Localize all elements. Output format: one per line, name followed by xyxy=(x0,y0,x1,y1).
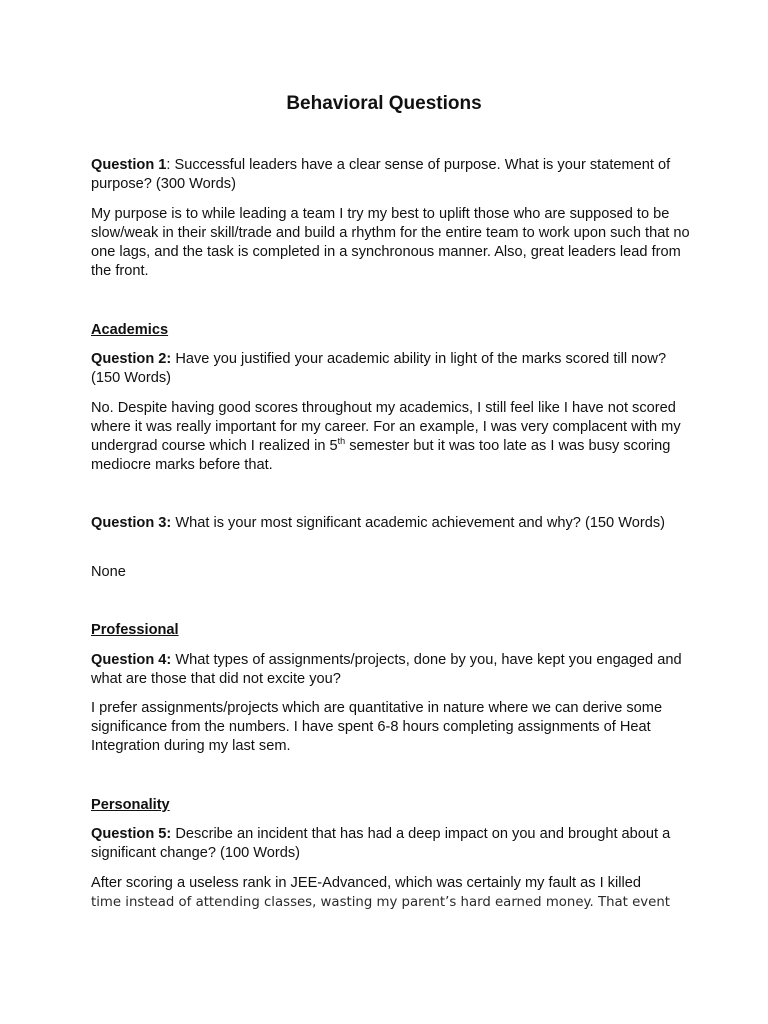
question-2 xyxy=(91,350,691,388)
question-5 xyxy=(91,825,691,863)
section-heading-academics: Academics xyxy=(91,322,169,338)
answer-2 xyxy=(91,399,691,475)
answer-3: None xyxy=(91,564,126,580)
question-3-text: What is your most significant academic achievement and why? (150 Words) xyxy=(171,515,665,531)
question-5-text: Describe an incident that has had a deep impact on you and brought about a significant change? (100 Words) xyxy=(91,826,671,861)
answer-5-line-2: time instead of attending classes, wasting my parent’s hard earned money. That event xyxy=(91,895,670,910)
answer-2-part2: semester but it was too late as I was busy scoring mediocre marks before that. xyxy=(91,438,671,473)
answer-2-superscript: th xyxy=(337,436,346,447)
question-1-label: Question 1 xyxy=(91,157,167,173)
answer-2-part1: No. Despite having good scores throughout my academics, I still feel like I have not scored where it was really important for my career. For an example, I was very complacent with my undergrad course which I realized in 5 xyxy=(91,400,681,454)
question-3 xyxy=(91,514,691,533)
section-heading-professional: Professional xyxy=(91,622,179,638)
answer-1: My purpose is to while leading a team I try my best to uplift those who are supposed to be slow/weak in their skill/trade and build a rhythm for the entire team to work upon such that no one lags, and the task is completed in a synchronous manner. Also, great leaders lead from the front. xyxy=(91,206,690,279)
question-1 xyxy=(91,156,691,194)
question-4-text: What types of assignments/projects, done by you, have kept you engaged and what are those that did not excite you? xyxy=(91,652,682,687)
question-2-text: Have you justified your academic ability in light of the marks scored till now? (150 Words) xyxy=(91,351,667,386)
question-5-label: Question 5: xyxy=(91,826,172,842)
document-title: Behavioral Questions xyxy=(286,93,482,114)
question-1-text: : Successful leaders have a clear sense of purpose. What is your statement of purpose? (300 Words) xyxy=(91,157,671,192)
answer-5-line-1: After scoring a useless rank in JEE-Advanced, which was certainly my fault as I killed xyxy=(91,875,641,891)
answer-4: I prefer assignments/projects which are quantitative in nature where we can derive some significance from the numbers. I have spent 6-8 hours completing assignments of Heat Integration during my last sem. xyxy=(91,700,663,754)
question-4 xyxy=(91,651,691,689)
question-4-label: Question 4: xyxy=(91,652,172,668)
section-heading-personality: Personality xyxy=(91,797,170,813)
question-2-label: Question 2: xyxy=(91,351,172,367)
question-3-label: Question 3: xyxy=(91,515,172,531)
